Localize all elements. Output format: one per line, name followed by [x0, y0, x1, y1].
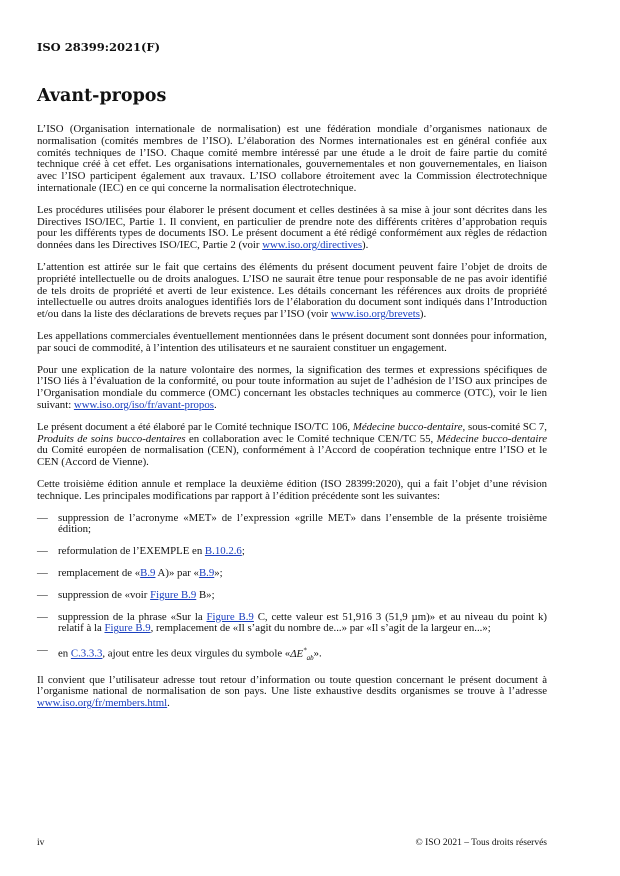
list-item-text: suppression de «voir [58, 588, 151, 601]
committee-name-sc: Produits de soins bucco-dentaires [37, 432, 186, 445]
dash-bullet: — [37, 588, 48, 601]
list-item [37, 645, 547, 665]
list-item-text: suppression de la phrase «Sur la [58, 610, 207, 623]
list-item-text: »; [214, 566, 223, 579]
list-item-text: remplacement de « [58, 566, 141, 579]
paragraph-procedures-text: Les procédures utilisées pour élaborer le présent document et celles destinées à sa mise à jour sont décrites dans les Directives ISO/IEC, Partie 1. Il convient, en particulier de prendre note des différents critères d’approbation requis pour les différents types de documents ISO. Le présent document a été rédigé conformément aux règles de rédaction données dans les Directives ISO/IEC, Partie 2 (voir [37, 203, 547, 252]
list-item-text: A)» par « [155, 566, 199, 579]
list-item-text: C, cette valeur est 51,916 3 (51,9 µm)» et au niveau du point k) relatif à la [58, 610, 548, 635]
committee-name-cen: Médecine bucco-dentaire [436, 432, 547, 445]
clause-link-b-10-2-6[interactable]: B.10.2.6 [204, 545, 242, 558]
dash-bullet: — [37, 610, 48, 623]
committee-text-3: en collaboration avec le Comité technique CEN/TC 55, [185, 432, 437, 445]
list-item [37, 612, 547, 636]
paragraph-trade-names: Les appellations commerciales éventuellement mentionnées dans le présent document sont données pour information, par souci de commodité, à l’intention des utilisateurs et ne sauraient constituer un engagement. [37, 329, 547, 354]
list-item-text: ; [241, 545, 245, 558]
foreword-body [37, 124, 547, 720]
delta-e-symbol [290, 648, 313, 660]
document-id-header: ISO 28399:2021(F) [37, 40, 161, 54]
list-item-text: , remplacement de «Il s’agit du nombre de...» par «Il s’agit de la largeur en...»; [150, 622, 491, 635]
committee-text-4: du Comité européen de normalisation (CEN), conformément à l’Accord de coopération technique entre l’ISO et le CEN (Accord de Vienne). [37, 444, 547, 469]
list-item-text: B»; [196, 588, 215, 601]
delta-e-subscript: ab [306, 653, 314, 662]
paragraph-voluntary-end: . [213, 398, 217, 411]
paragraph-patents [37, 262, 547, 321]
paragraph-feedback-end: . [167, 697, 170, 710]
directives-link[interactable]: www.iso.org/directives [262, 239, 363, 252]
clause-link-b-9[interactable]: B.9 [198, 566, 215, 579]
paragraph-patents-text: L’attention est attirée sur le fait que certains des éléments du présent document peuvent faire l’objet de droits de propriété intellectuelle ou de droits analogues. L’ISO ne saurait être tenue pour responsable de ne pas avoir identifié de tels droits de propriété et averti de leur existence. Les détails concernant les références aux droits de propriété intellectuelle ou autres droits analogues identifiés lors de l’élaboration du document sont indiqués dans l’Introduction et/ou dans la liste des déclarations de brevets reçues par l’ISO (voir [37, 260, 547, 321]
changes-list [37, 513, 547, 665]
committee-text-2: , sous-comité SC 7, [462, 420, 547, 433]
list-item [37, 568, 547, 580]
list-item-text: reformulation de l’EXEMPLE en [58, 545, 205, 558]
copyright-notice: © ISO 2021 – Tous droits réservés [415, 838, 547, 848]
list-item [37, 590, 547, 602]
figure-link-b-9[interactable]: Figure B.9 [150, 588, 197, 601]
list-item-text: ». [313, 647, 322, 660]
paragraph-procedures [37, 205, 547, 252]
dash-bullet: — [37, 545, 48, 558]
paragraph-voluntary-text: Pour une explication de la nature volontaire des normes, la signification des termes et expressions spécifiques de l’ISO liés à l’évaluation de la conformité, ou pour toute information au sujet de l’adhésion de l’ISO aux principes de l’Organisation mondiale du commerce (OMC) concernant les obstacles techniques au commerce (OTC), voir le lien suivant: [37, 363, 547, 411]
page-number: iv [37, 838, 45, 848]
clause-link-c-3-3-3[interactable]: C.3.3.3 [70, 647, 103, 660]
dash-bullet: — [37, 511, 48, 524]
committee-text-1: Le présent document a été élaboré par le Comité technique ISO/TC 106, [37, 420, 353, 433]
dash-bullet: — [37, 566, 48, 579]
list-item-text: , ajout entre les deux virgules du symbole « [102, 647, 291, 660]
paragraph-iso-intro: L’ISO (Organisation internationale de normalisation) est une fédération mondiale d’organismes nationaux de normalisation (comités membres de l’ISO). L’élaboration des Normes internationales est en général confiée aux comités techniques de l’ISO. Chaque comité membre intéressé par une étude a le droit de faire partie du comité technique créé à cet effet. Les organisations internationales, gouvernementales et non gouvernementales, en liaison avec l’ISO participent également aux travaux. L’ISO collabore étroitement avec la Commission électrotechnique internationale (IEC) en ce qui concerne la normalisation électrotechnique. [37, 123, 547, 194]
paragraph-patents-end: ). [419, 308, 427, 321]
foreword-info-link[interactable]: www.iso.org/iso/fr/avant-propos [73, 398, 214, 411]
members-link[interactable]: www.iso.org/fr/members.html [37, 697, 168, 710]
committee-name-tc: Médecine bucco-dentaire [352, 420, 463, 433]
paragraph-voluntary-nature [37, 365, 547, 412]
dash-bullet: — [37, 644, 48, 657]
patents-link[interactable]: www.iso.org/brevets [330, 308, 420, 321]
list-item [37, 513, 547, 537]
list-item-text: suppression de l’acronyme «MET» de l’expression «grille MET» dans l’ensemble de la présente troisième édition; [58, 511, 547, 536]
list-item [37, 546, 547, 558]
delta-e-superscript: * [303, 646, 307, 655]
figure-link-b-9[interactable]: Figure B.9 [104, 622, 151, 635]
paragraph-feedback-text: Il convient que l’utilisateur adresse tout retour d’information ou toute question concernant le présent document à l’organisme national de normalisation de son pays. Une liste exhaustive desdits organismes se trouve à l’adresse [37, 673, 547, 698]
page-title: Avant-propos [37, 86, 167, 106]
list-item-text: en [58, 647, 71, 660]
paragraph-committee [37, 422, 547, 469]
paragraph-edition: Cette troisième édition annule et remplace la deuxième édition (ISO 28399:2020), qui a fait l’objet d’une révision technique. Les principales modifications par rapport à l’édition précédente sont les suivantes: [37, 477, 547, 502]
paragraph-procedures-end: ). [362, 239, 369, 252]
delta-e-base: ΔE [290, 647, 304, 660]
figure-link-b-9[interactable]: Figure B.9 [206, 610, 254, 623]
paragraph-feedback [37, 675, 547, 710]
clause-link-b-9[interactable]: B.9 [140, 566, 156, 579]
